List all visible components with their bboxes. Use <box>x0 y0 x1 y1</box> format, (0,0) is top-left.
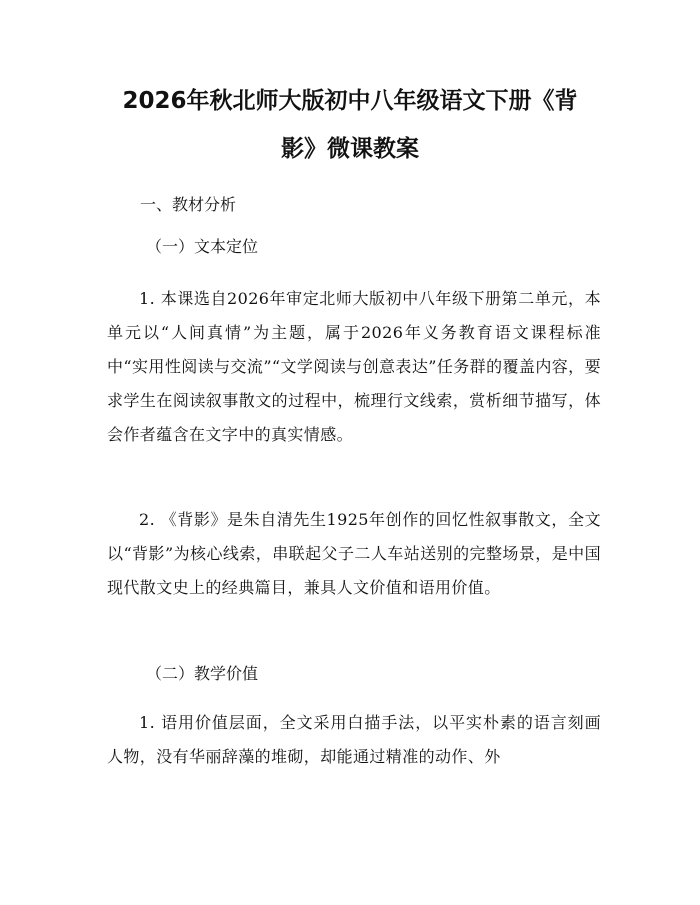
paragraph-1: 1. 本课选自2026年审定北师大版初中八年级下册第二单元，本单元以“人间真情”为主题，属于2026年义务教育语文课程标准中“实用性阅读与交流”“文学阅读与创意表达”任务群的覆盖内容，要求学生在阅读叙事散文的过程中，梳理行文线索，赏析细节描写，体会作者蕴含在文字中的真实情感。 <box>107 289 601 444</box>
section-heading-teaching-material-analysis: 一、教材分析 <box>140 195 237 214</box>
subsection-heading-teaching-value: （二）教学价值 <box>146 664 259 683</box>
paragraph-3: 1. 语用价值层面，全文采用白描手法，以平实朴素的语言刻画人物，没有华丽辞藻的堆砌，却能通过精准的动作、外 <box>107 713 601 766</box>
subsection-heading-text-positioning: （一）文本定位 <box>146 237 259 256</box>
paragraph-2: 2. 《背影》是朱自清先生1925年创作的回忆性叙事散文，全文以“背影”为核心线索，串联起父子二人车站送别的完整场景，是中国现代散文史上的经典篇目，兼具人文价值和语用价值。 <box>107 510 601 597</box>
document-title-line-2: 影》微课教案 <box>281 136 419 162</box>
document-title-line-1: 2026年秋北师大版初中八年级语文下册《背 <box>122 88 578 114</box>
